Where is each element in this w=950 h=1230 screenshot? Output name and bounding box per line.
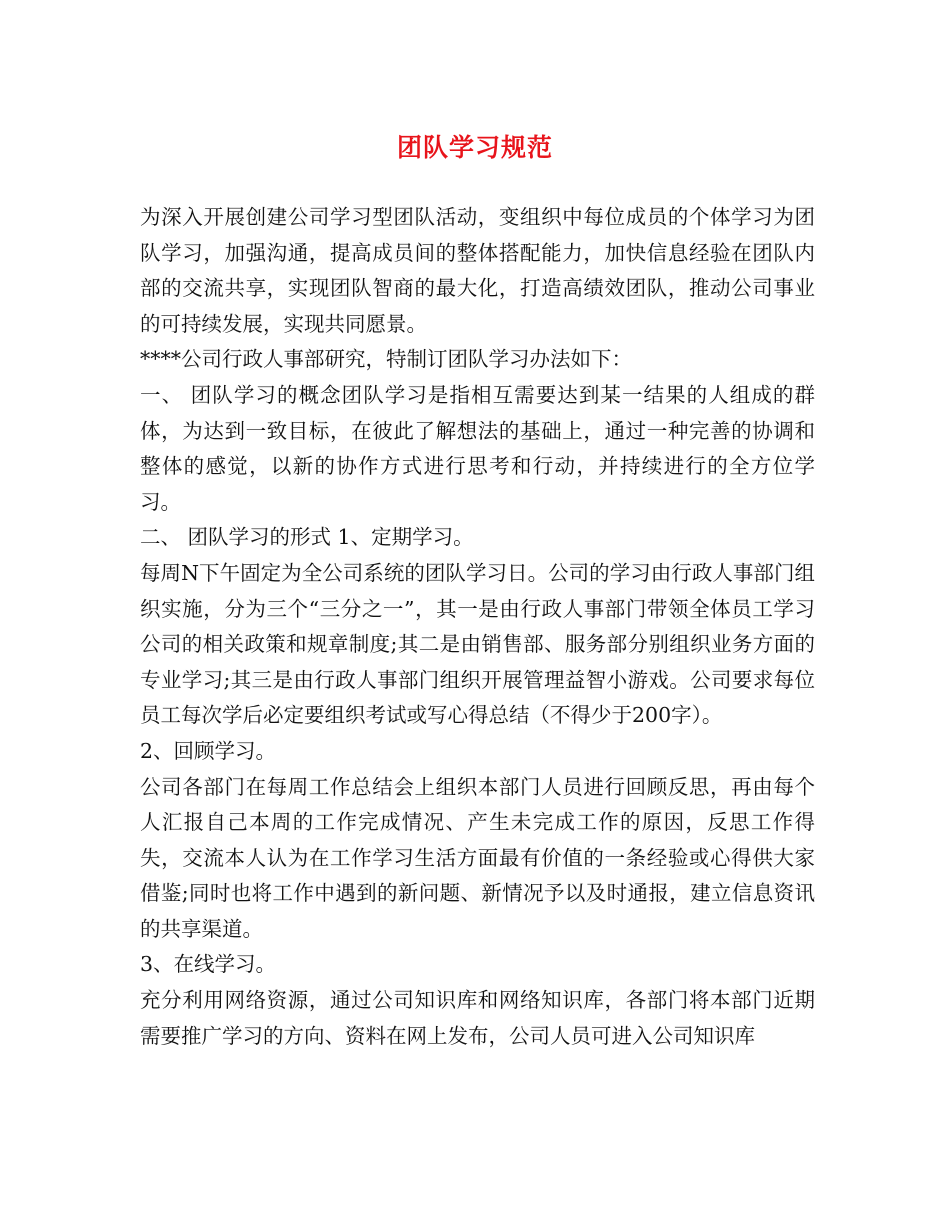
paragraph-intro: 为深入开展创建公司学习型团队活动，变组织中每位成员的个体学习为团队学习，加强沟通，提高成员间的整体搭配能力，加快信息经验在团队内部的交流共享，实现团队智商的最大化，打造高绩效团队，推动公司事业的可持续发展，实现共同愿景。 (140, 205, 815, 336)
document-body (140, 200, 815, 1054)
paragraph-preamble: ****公司行政人事部研究，特制订团队学习办法如下： (140, 347, 632, 372)
document-title: 团队学习规范 (396, 133, 553, 162)
paragraph-section-1: 一、 团队学习的概念团队学习是指相互需要达到某一结果的人组成的群体，为达到一致目标，在彼此了解想法的基础上，通过一种完善的协调和整体的感觉，以新的协作方式进行思考和行动，并持续进行的全方位学习。 (140, 382, 815, 514)
paragraph-online-study: 充分利用网络资源，通过公司知识库和网络知识库，各部门将本部门近期需要推广学习的方向、资料在网上发布，公司人员可进入公司知识库 (140, 988, 815, 1048)
paragraph-section-2-heading: 二、 团队学习的形式 1、定期学习。 (140, 525, 474, 550)
paragraph-regular-study: 每周N下午固定为全公司系统的团队学习日。公司的学习由行政人事部门组织实施，分为三个“三分之一”，其一是由行政人事部门带领全体员工学习公司的相关政策和规章制度;其二是由销售部、服务部分别组织业务方面的专业学习;其三是由行政人事部门组织开展管理益智小游戏。公司要求每位员工每次学后必定要组织考试或写心得总结（不得少于200字）。 (140, 560, 815, 728)
paragraph-online-heading: 3、在线学习。 (140, 952, 277, 977)
paragraph-review-heading: 2、回顾学习。 (140, 738, 277, 763)
paragraph-review-study: 公司各部门在每周工作总结会上组织本部门人员进行回顾反思，再由每个人汇报自己本周的工作完成情况、产生未完成工作的原因，反思工作得失，交流本人认为在工作学习生活方面最有价值的一条经验或心得供大家借鉴;同时也将工作中遇到的新问题、新情况予以及时通报，建立信息资讯的共享渠道。 (140, 774, 815, 941)
